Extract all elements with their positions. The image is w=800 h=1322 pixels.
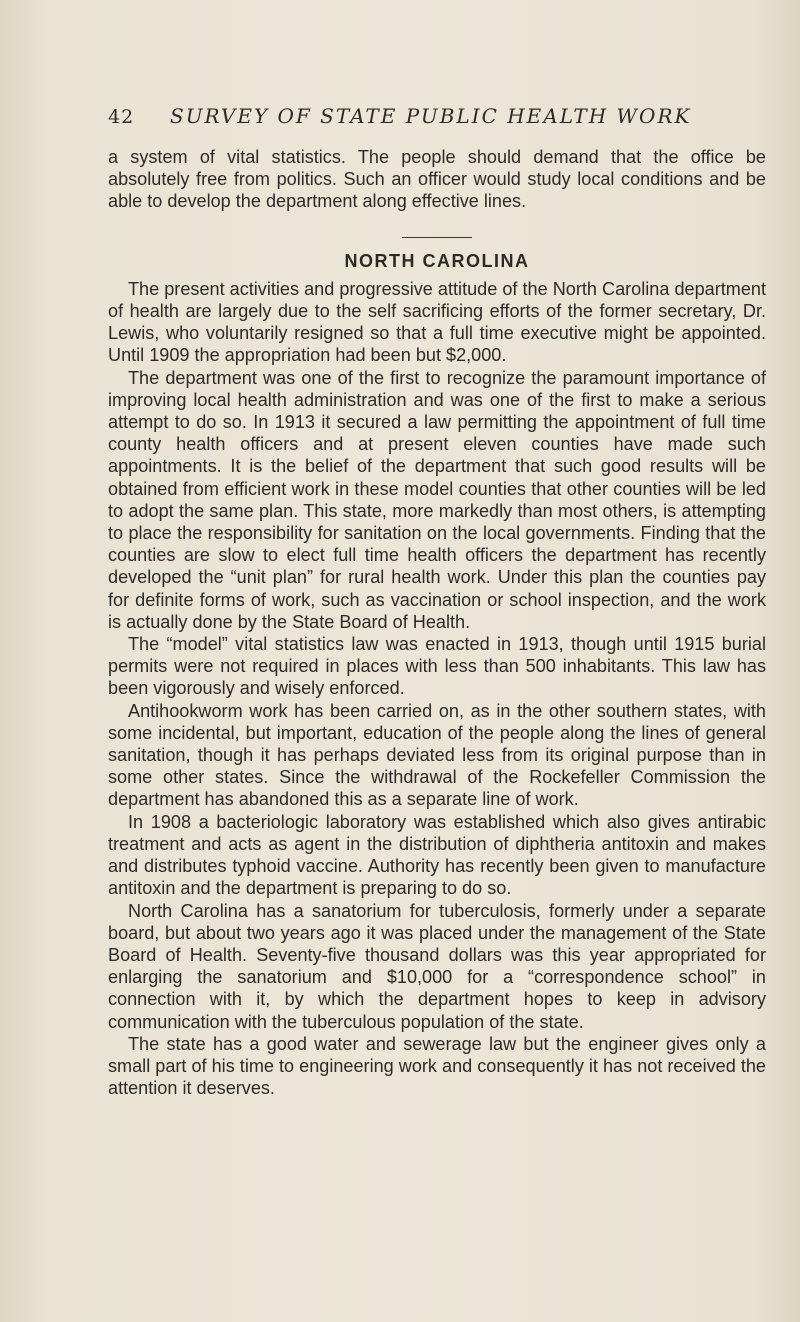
- paragraph: North Carolina has a sanatorium for tuberculosis, formerly under a separate board, but about two years ago it was placed under the management of the State Board of Health. Seventy-five thousand dollars was this year appropriated for enlarging the sanatorium and $10,000 for a “correspondence school” in connection with it, by which the department hopes to keep in advisory communication with the tuberculous population of the state.: [108, 900, 766, 1032]
- page-number: 42: [108, 106, 135, 128]
- section-divider: [402, 237, 472, 238]
- section-heading: NORTH CAROLINA: [344, 250, 530, 271]
- running-head: [108, 104, 748, 134]
- paragraph: The department was one of the first to recognize the paramount importance of improving local health administration and was one of the first to make a serious attempt to do so. In 1913 it secured a law permitting the appointment of full time county health officers and at present eleven counties have made such appointments. It is the belief of the department that such good results will be obtained from efficient work in these model counties that other counties will be led to adopt the same plan. This state, more markedly than most others, is attempting to place the responsibility for sanitation on the local governments. Finding that the counties are slow to elect full time health officers the department has recently developed the “unit plan” for rural health work. Under this plan the counties pay for definite forms of work, such as vaccination or school inspection, and the work is actually done by the State Board of Health.: [108, 367, 766, 632]
- paragraph: In 1908 a bacteriologic laboratory was established which also gives antirabic treatment and acts as agent in the distribution of diphtheria antitoxin and makes and distributes typhoid vaccine. Authority has recently been given to manufacture antitoxin and the department is preparing to do so.: [108, 811, 766, 899]
- paragraph: The “model” vital statistics law was enacted in 1913, though until 1915 burial permits were not required in places with less than 500 inhabitants. This law has been vigorously and wisely enforced.: [108, 634, 766, 699]
- paragraph: The state has a good water and sewerage law but the engineer gives only a small part of his time to engineering work and consequently it has not received the attention it deserves.: [108, 1033, 766, 1099]
- intro-paragraph: a system of vital statistics. The people should demand that the office be absolutely free from politics. Such an officer would study local conditions and be able to develop the department along effective lines.: [108, 147, 766, 212]
- running-title: SURVEY OF STATE PUBLIC HEALTH WORK: [170, 104, 692, 128]
- body-text: [108, 146, 766, 1099]
- paragraph: The present activities and progressive attitude of the North Carolina department of health are largely due to the self sacrificing efforts of the former secretary, Dr. Lewis, who voluntarily resigned so that a full time executive might be appointed. Until 1909 the appropriation had been but $2,000.: [108, 278, 766, 366]
- paragraph: Antihookworm work has been carried on, as in the other southern states, with some incidental, but important, education of the people along the lines of general sanitation, though it has perhaps deviated less from its original purpose than in some other states. Since the withdrawal of the Rockefeller Commission the department has abandoned this as a separate line of work.: [108, 700, 766, 810]
